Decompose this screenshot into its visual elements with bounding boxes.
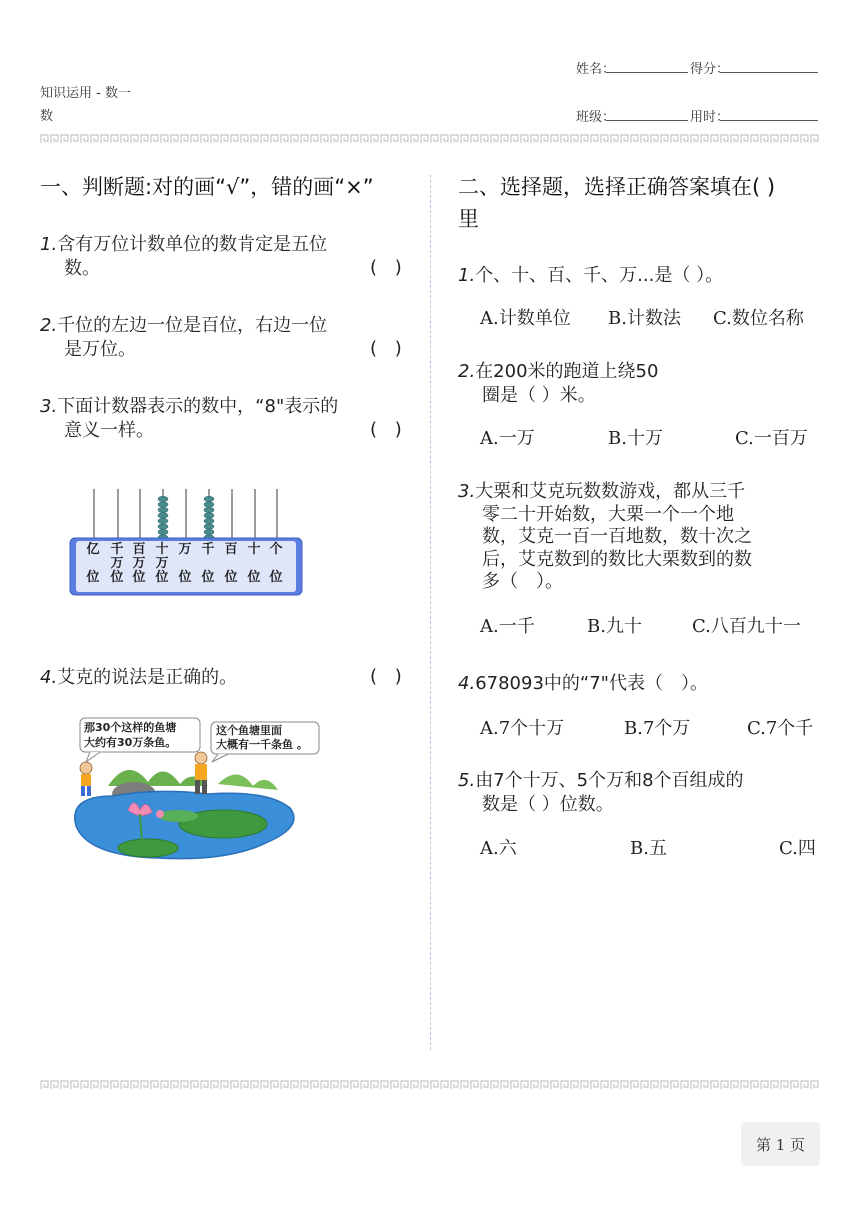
time-label: 用时：: [690, 110, 730, 125]
question-number: 3.: [40, 396, 58, 417]
section2-heading-line2: 里: [458, 207, 479, 231]
abacus-label-qian: 千 位: [201, 542, 215, 585]
abacus-label-yi: 亿 位: [86, 542, 100, 585]
option-a[interactable]: A.六: [480, 838, 517, 859]
option-c[interactable]: C.八百九十一: [692, 616, 801, 637]
question-text: 含有万位计数单位的数肯定是五位: [57, 234, 328, 255]
question-number: 4.: [458, 673, 476, 694]
answer-paren[interactable]: ( ): [370, 419, 408, 440]
question-text-cont: 后，艾克数到的数比大栗数到的数: [482, 548, 752, 570]
question-text: 678093中的“7"代表（ ）。: [475, 673, 708, 694]
question-text-cont: 零二十开始数，大栗一个一个地: [482, 503, 734, 525]
question-text: 大栗和艾克玩数数游戏，都从三千: [475, 481, 746, 502]
right-q3: [458, 481, 828, 594]
option-a[interactable]: A.计数单位: [480, 308, 571, 329]
option-b[interactable]: B.五: [630, 838, 667, 859]
left-q1: [40, 233, 410, 281]
score-field[interactable]: [720, 72, 818, 73]
option-c[interactable]: C.四: [779, 838, 816, 859]
abacus-label-qianwan: 千 万 位: [110, 542, 124, 585]
abacus-labels: [76, 543, 296, 593]
option-c[interactable]: C.数位名称: [713, 308, 804, 329]
abacus-label-shi: 十 位: [247, 542, 261, 585]
question-number: 5.: [458, 770, 476, 791]
question-text: 千位的左边一位是百位，右边一位: [57, 315, 328, 336]
left-q3: [40, 395, 410, 443]
question-text-cont: 数。: [64, 258, 100, 279]
question-text-cont: 意义一样。: [64, 420, 154, 441]
abacus-label-bai: 百 位: [224, 542, 238, 585]
option-a[interactable]: A.一千: [480, 616, 535, 637]
question-number: 2.: [458, 361, 476, 382]
answer-paren[interactable]: ( ): [370, 666, 408, 687]
name-field[interactable]: [606, 72, 688, 73]
answer-paren[interactable]: ( ): [370, 338, 408, 359]
doc-title-line2: 数: [40, 109, 54, 124]
question-number: 4.: [40, 667, 58, 688]
abacus-label-ge: 个 位: [269, 542, 283, 585]
question-text: 由7个十万、5个万和8个百组成的: [475, 770, 744, 791]
question-text-cont: 圈是（ ）米。: [482, 385, 596, 406]
column-divider: [430, 175, 431, 1050]
option-b[interactable]: B.7个万: [624, 718, 691, 739]
question-number: 3.: [458, 481, 476, 502]
page-number: 第 1 页: [741, 1122, 820, 1166]
option-c[interactable]: C.一百万: [735, 428, 808, 449]
time-field[interactable]: [720, 120, 818, 121]
section1-heading: 一、判断题:对的画“√”，错的画“×”: [40, 175, 374, 199]
left-q2: [40, 314, 410, 362]
right-q2: [458, 360, 828, 408]
bubble1-text: 那30个这样的鱼塘 大约有30万条鱼。: [84, 721, 177, 749]
question-number: 1.: [458, 265, 476, 286]
option-a[interactable]: A.7个十万: [480, 718, 565, 739]
question-text: 艾克的说法是正确的。: [57, 667, 238, 688]
bubble2-text: 这个鱼塘里面 大概有一千条鱼 。: [216, 724, 308, 751]
question-number: 1.: [40, 234, 58, 255]
section2-heading-line1: 二、选择题，选择正确答案填在( ): [458, 175, 776, 199]
score-label: 得分：: [690, 62, 730, 77]
name-label: 姓名：: [576, 62, 616, 77]
option-b[interactable]: B.九十: [587, 616, 642, 637]
question-text-cont: 是万位。: [64, 339, 136, 360]
answer-paren[interactable]: ( ): [370, 257, 408, 278]
option-b[interactable]: B.计数法: [608, 308, 681, 329]
right-q4: [458, 672, 828, 696]
option-b[interactable]: B.十万: [608, 428, 663, 449]
bottom-meander-border: [40, 1080, 820, 1090]
question-number: 2.: [40, 315, 58, 336]
abacus-label-shiwan: 十 万 位: [155, 542, 169, 585]
abacus-label-wan: 万 位: [178, 542, 192, 585]
section2-heading: [458, 171, 828, 235]
option-c[interactable]: C.7个千: [747, 718, 814, 739]
question-text-cont: 数是（ ）位数。: [482, 794, 614, 815]
top-meander-border: [40, 134, 820, 144]
question-text: 下面计数器表示的数中，“8"表示的: [57, 396, 339, 417]
question-text: 在200米的跑道上绕50: [475, 361, 659, 382]
class-label: 班级：: [576, 110, 616, 125]
right-q5: [458, 769, 828, 817]
abacus-label-baiwan: 百 万 位: [132, 542, 146, 585]
option-a[interactable]: A.一万: [480, 428, 535, 449]
right-q1: [458, 264, 828, 288]
question-text: 个、十、百、千、万...是（ ）。: [475, 265, 724, 286]
doc-title-line1: 知识运用 - 数一: [40, 86, 131, 101]
question-text-cont: 数，艾克一百一百地数，数十次之: [482, 526, 752, 547]
class-field[interactable]: [606, 120, 688, 121]
question-text-cont: 多（ ）。: [482, 571, 563, 592]
left-q4: [40, 666, 370, 690]
